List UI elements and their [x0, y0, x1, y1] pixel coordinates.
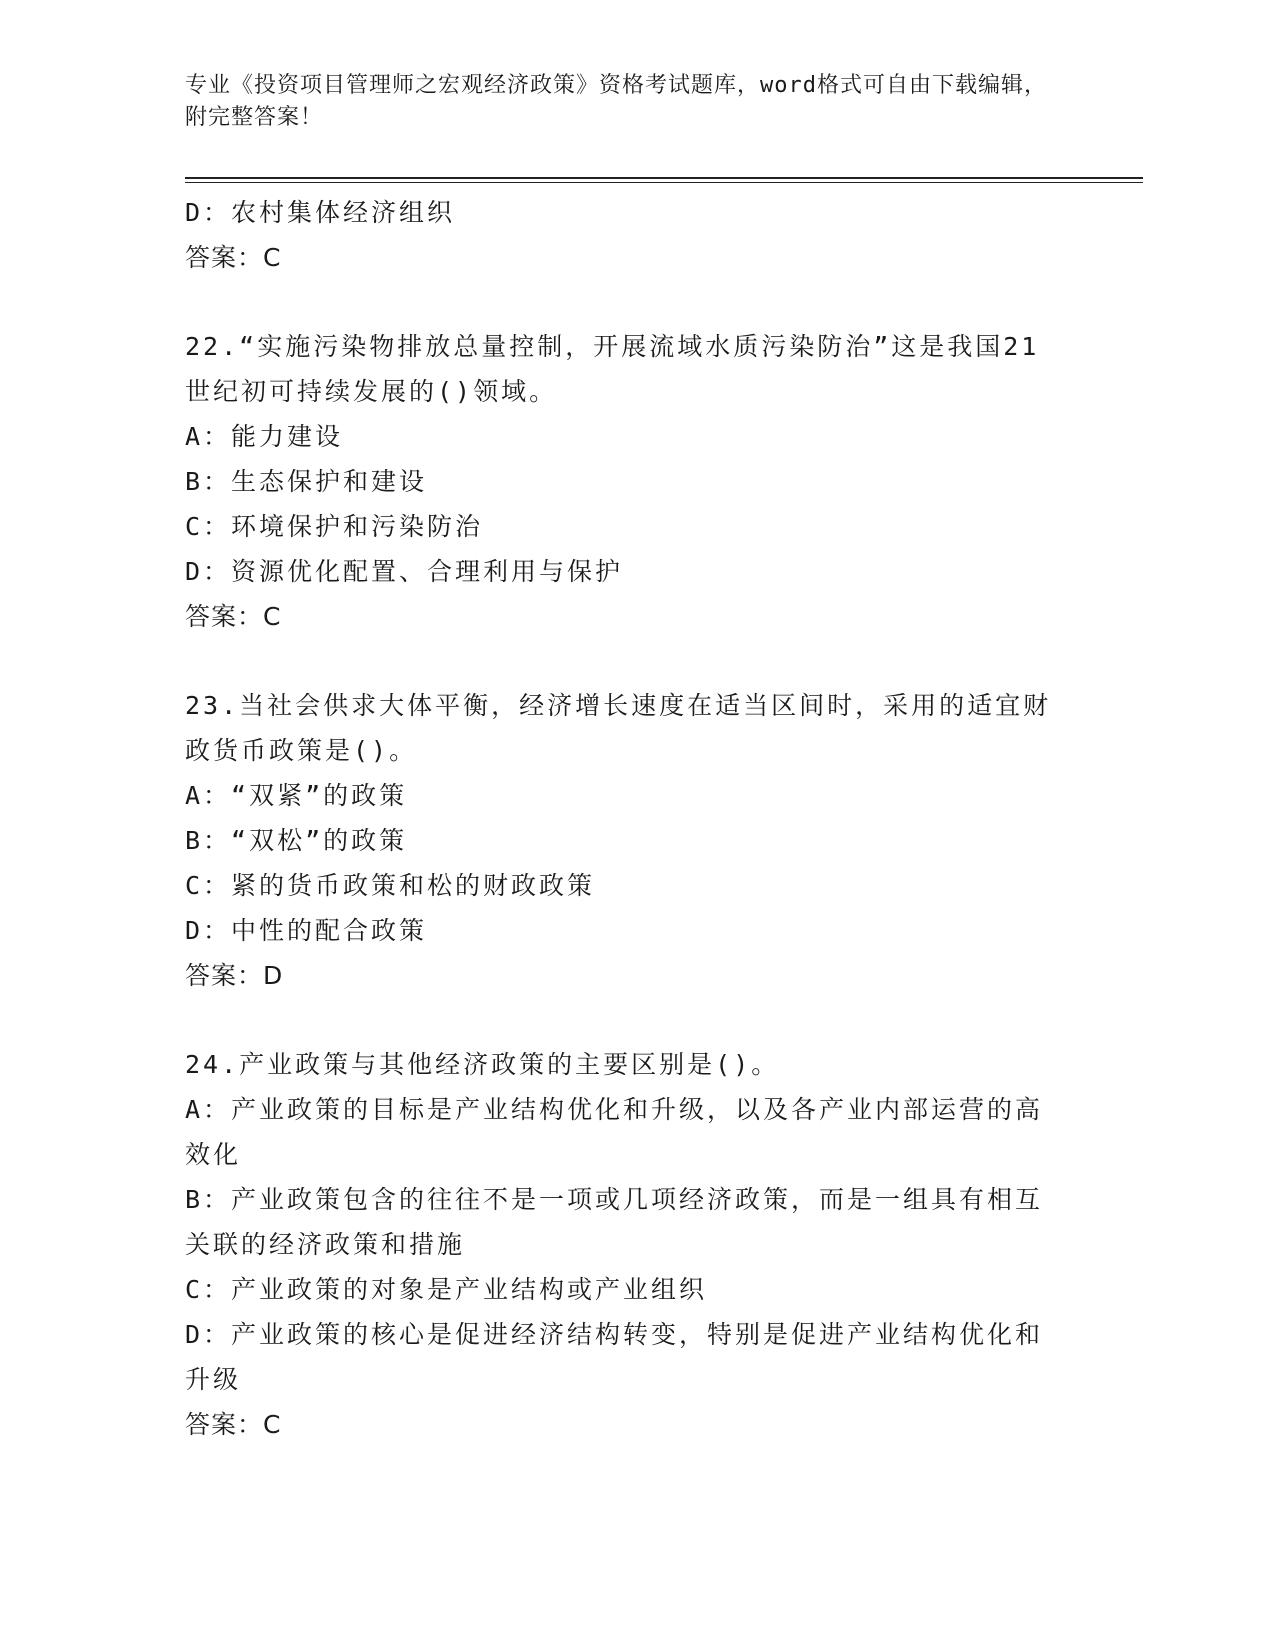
header-divider-thick	[185, 177, 1143, 179]
option-d: D：农村集体经济组织	[185, 198, 456, 227]
header-divider-thin	[185, 182, 1143, 183]
option-b: B：“双松”的政策	[185, 826, 408, 855]
option-c: C：紧的货币政策和松的财政政策	[185, 871, 596, 900]
option-b-cont: 关联的经济政策和措施	[185, 1230, 466, 1259]
answer-line: 答案：C	[185, 1410, 282, 1439]
option-d: D：中性的配合政策	[185, 916, 428, 945]
option-d-cont: 升级	[185, 1365, 242, 1394]
answer-line: 答案：D	[185, 961, 284, 990]
question-stem: 24.产业政策与其他经济政策的主要区别是()。	[185, 1050, 780, 1079]
question-23	[185, 683, 1065, 998]
question-content	[185, 190, 1065, 1447]
option-d: D：资源优化配置、合理利用与保护	[185, 557, 624, 586]
question-stem: 世纪初可持续发展的()领域。	[185, 377, 558, 406]
option-a-cont: 效化	[185, 1140, 242, 1169]
option-d: D：产业政策的核心是促进经济结构转变，特别是促进产业结构优化和	[185, 1320, 1044, 1349]
question-22	[185, 324, 1065, 639]
question-stem: 23.当社会供求大体平衡，经济增长速度在适当区间时，采用的适宜财	[185, 691, 1052, 720]
option-c: C：产业政策的对象是产业结构或产业组织	[185, 1275, 708, 1304]
option-b: B：产业政策包含的往往不是一项或几项经济政策，而是一组具有相互	[185, 1185, 1044, 1214]
option-b: B：生态保护和建设	[185, 467, 428, 496]
option-a: A：“双紧”的政策	[185, 781, 408, 810]
answer-line: 答案：C	[185, 602, 282, 631]
option-a: A：能力建设	[185, 422, 344, 451]
document-header: 专业《投资项目管理师之宏观经济政策》资格考试题库，word格式可自由下载编辑，附完整答案！	[185, 73, 1047, 130]
question-24	[185, 1042, 1065, 1447]
question-stem: 22.“实施污染物排放总量控制，开展流域水质污染防治”这是我国21	[185, 332, 1040, 361]
option-a: A：产业政策的目标是产业结构优化和升级，以及各产业内部运营的高	[185, 1095, 1044, 1124]
answer-line: 答案：C	[185, 243, 282, 272]
previous-question-tail	[185, 190, 1065, 280]
question-stem: 政货币政策是()。	[185, 736, 418, 765]
option-c: C：环境保护和污染防治	[185, 512, 484, 541]
